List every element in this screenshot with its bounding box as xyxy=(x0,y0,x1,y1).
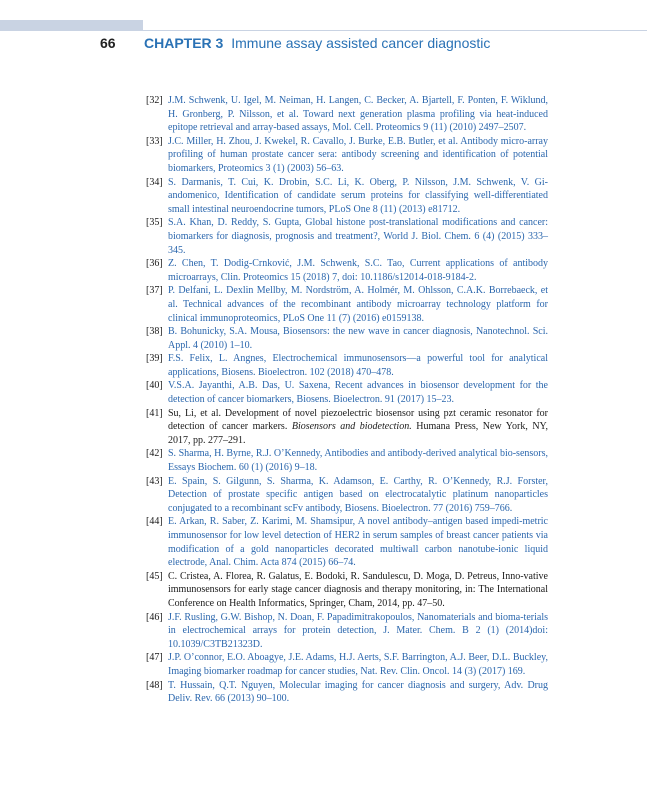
header-color-band xyxy=(0,20,143,31)
reference-number: [45] xyxy=(146,570,163,582)
running-header xyxy=(0,34,647,54)
reference-number: [40] xyxy=(146,380,163,392)
reference-number: [46] xyxy=(146,611,163,623)
reference-text-part: Su, Li, et al. Development of novel piezoelectric biosensor using pzt ceramic resonator for detection of cancer markers. xyxy=(168,407,548,433)
reference-list xyxy=(146,94,548,706)
reference-number: [37] xyxy=(146,285,163,297)
reference-item xyxy=(146,284,548,325)
chapter-label: CHAPTER 3 xyxy=(144,35,224,51)
chapter-title: Immune assay assisted cancer diagnostic xyxy=(231,35,491,51)
reference-number: [43] xyxy=(146,475,163,487)
reference-item xyxy=(146,679,548,706)
reference-link[interactable]: Z. Chen, T. Dodig-Crnković, J.M. Schwenk, S.C. Tao, Current applications of antibody microarrays, Clin. Proteomics 15 (2018) 7, doi: 10.1186/s12014-018-9184-2. xyxy=(168,258,548,283)
reference-text xyxy=(168,408,548,446)
reference-number: [34] xyxy=(146,176,163,188)
reference-number: [47] xyxy=(146,652,163,664)
header-rule xyxy=(143,30,647,31)
reference-link[interactable]: F.S. Felix, L. Angnes, Electrochemical immunosensors—a powerful tool for analytical applications, Biosens. Bioelectron. 102 (2018) 470–478. xyxy=(168,353,548,378)
reference-item xyxy=(146,352,548,379)
reference-text-part: Humana Press, New York, NY, 2017, pp. 277–291. xyxy=(168,421,548,446)
reference-item xyxy=(146,447,548,474)
reference-item xyxy=(146,257,548,284)
reference-number: [39] xyxy=(146,353,163,365)
reference-item xyxy=(146,407,548,448)
reference-text: C. Cristea, A. Florea, R. Galatus, E. Bodoki, R. Sandulescu, D. Moga, D. Petreus, Inno-vative immunosensors for early stage cancer diagnosis and therapy monitoring, in: The International Conference on Health Informatics, Springer, Cham, 2014, pp. 47–50. xyxy=(168,570,548,609)
reference-link[interactable]: J.F. Rusling, G.W. Bishop, N. Doan, F. Papadimitrakopoulos, Nanomaterials and bioma-terials in electrochemical arrays for protein detection, J. Mater. Chem. B 2 (1) (2014)doi: 10.1039/C3TB21323D. xyxy=(168,611,548,650)
reference-link[interactable]: P. Delfani, L. Dexlin Mellby, M. Nordström, A. Holmér, M. Ohlsson, C.A.K. Borrebaeck, et al. Technical advances of the recombinant antibody microarray technology platform for clinical immunoproteomics, PLoS One 11 (7) (2016) e0159138. xyxy=(168,285,548,324)
reference-item xyxy=(146,570,548,611)
reference-link[interactable]: J.M. Schwenk, U. Igel, M. Neiman, H. Langen, C. Becker, A. Bjartell, F. Ponten, F. Wiklund, H. Gronberg, P. Nilsson, et al. Toward next generation plasma profiling via heat-induced epitope retrieval and array-based assays, Mol. Cell. Proteomics 9 (11) (2010) 2497–2507. xyxy=(168,95,548,134)
page-number: 66 xyxy=(100,35,116,51)
reference-link[interactable]: S. Sharma, H. Byrne, R.J. O’Kennedy, Antibodies and antibody-derived analytical bio-sensors, Essays Biochem. 60 (1) (2016) 9–18. xyxy=(168,448,548,474)
reference-item xyxy=(146,475,548,516)
reference-link[interactable]: T. Hussain, Q.T. Nguyen, Molecular imaging for cancer diagnosis and surgery, Adv. Drug Deliv. Rev. 66 (2013) 90–100. xyxy=(168,679,548,705)
reference-link[interactable]: J.P. O’connor, E.O. Aboagye, J.E. Adams, H.J. Aerts, S.F. Barrington, A.J. Beer, D.L. Buckley, Imaging biomarker roadmap for cancer studies, Nat. Rev. Clin. Oncol. 14 (3) (2017) 169. xyxy=(168,652,548,677)
reference-item xyxy=(146,651,548,678)
reference-link[interactable]: S. Darmanis, T. Cui, K. Drobin, S.C. Li, K. Oberg, P. Nilsson, J.M. Schwenk, V. Gi-andomenico, Identification of candidate serum proteins for classifying well-differentiated small intestinal neuroendocrine tumors, PLoS One 8 (11) (2013) e81712. xyxy=(168,176,548,215)
reference-item xyxy=(146,216,548,257)
reference-link[interactable]: E. Spain, S. Gilgunn, S. Sharma, K. Adamson, E. Carthy, R. O’Kennedy, R.J. Forster, Detection of prostate specific antigen based on electrocatalytic platinum nanoparticles conjugated to a recombinant scFv antibody, Biosens. Bioelectron. 77 (2016) 759–766. xyxy=(168,475,548,514)
reference-link[interactable]: V.S.A. Jayanthi, A.B. Das, U. Saxena, Recent advances in biosensor development for the detection of cancer biomarkers, Biosens. Bioelectron. 91 (2017) 15–23. xyxy=(168,380,548,406)
reference-number: [33] xyxy=(146,135,163,147)
reference-item xyxy=(146,379,548,406)
reference-italic-title: Biosensors and biodetection. xyxy=(291,421,412,433)
reference-number: [35] xyxy=(146,217,163,229)
reference-number: [42] xyxy=(146,448,163,460)
reference-item xyxy=(146,94,548,135)
reference-item xyxy=(146,176,548,217)
reference-number: [36] xyxy=(146,258,163,270)
reference-number: [41] xyxy=(146,407,163,419)
reference-item xyxy=(146,515,548,569)
chapter-heading xyxy=(144,35,490,51)
reference-number: [44] xyxy=(146,516,163,528)
reference-number: [32] xyxy=(146,95,163,106)
reference-item xyxy=(146,325,548,352)
reference-number: [48] xyxy=(146,679,163,691)
reference-number: [38] xyxy=(146,326,163,338)
reference-item xyxy=(146,135,548,176)
reference-link[interactable]: E. Arkan, R. Saber, Z. Karimi, M. Shamsipur, A novel antibody–antigen based impedi-metric immunosensor for low level detection of HER2 in serum samples of breast cancer patients via modification of a gold nanoparticles decorated multiwall carbon nanotube-ionic liquid electrode, Anal. Chim. Acta 874 (2015) 66–74. xyxy=(168,516,548,569)
reference-item xyxy=(146,611,548,652)
reference-link[interactable]: J.C. Miller, H. Zhou, J. Kwekel, R. Cavallo, J. Burke, E.B. Butler, et al. Antibody micro-array profiling of human prostate cancer sera: antibody screening and identification of potential biomarkers, Proteomics 3 (1) (2003) 56–63. xyxy=(168,135,548,174)
reference-link[interactable]: S.A. Khan, D. Reddy, S. Gupta, Global histone post-translational modifications and cancer: biomarkers for diagnosis, prognosis and treatment?, World J. Biol. Chem. 6 (4) (2015) 333–345. xyxy=(168,217,548,256)
reference-link[interactable]: B. Bohunicky, S.A. Mousa, Biosensors: the new wave in cancer diagnosis, Nanotechnol. Sci. Appl. 4 (2010) 1–10. xyxy=(168,326,548,351)
